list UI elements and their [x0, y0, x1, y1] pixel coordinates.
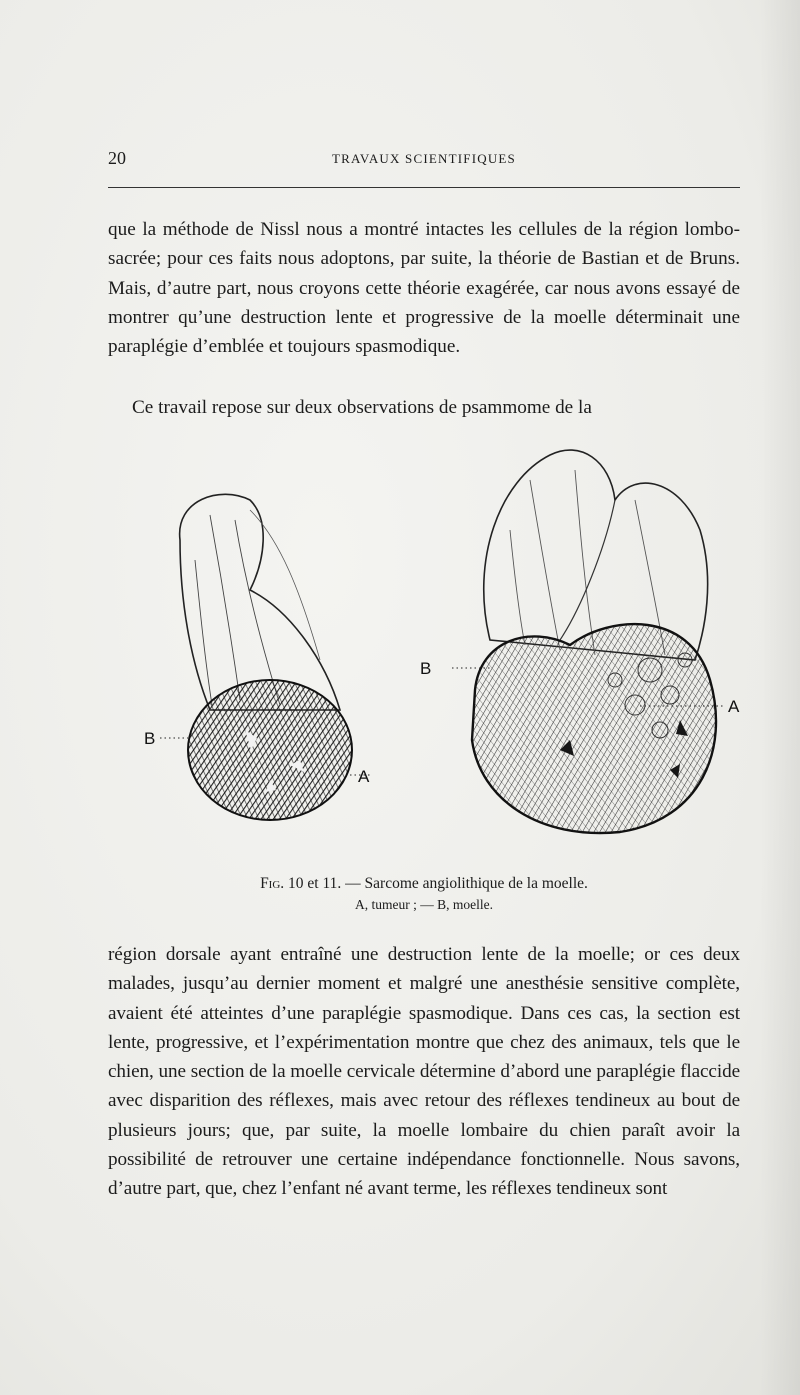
paragraph-3: région dorsale ayant entraîné une destruction lente de la moelle; or ces deux malades, jusqu’au dernier moment et malgré une anesthésie sensitive complète, avaient été atteintes d’une paraplégie spasmodique. Dans ces cas, la section est lente, progressive, et l’expérimentation montre que chez des animaux, tels que le chien, une section de la moelle cervicale détermine d’abord une paraplégie flaccide avec disparition des réflexes, mais avec retour des réflexes tendineux au bout de plusieurs jours; que, par suite, la moelle lombaire du chien paraît avoir la possibilité de retrouver une certaine indépendance fonctionnelle. Nous savons, d’autre part, que, chez l’enfant né avant terme, les réflexes tendineux sont	[108, 944, 740, 1200]
page-number: 20	[108, 148, 126, 168]
page-edge-shadow	[760, 0, 800, 1395]
paragraph-1: que la méthode de Nissl nous a montré intactes les cellules de la région lombo-sacrée; pour ces faits nous adoptons, par suite, la théorie de Bastian et de Bruns. Mais, d’autre part, nous croyons cette théorie exagérée, car nous avons essayé de montrer qu’une destruction lente et progressive de la moelle déterminait une paraplégie d’emblée et toujours spasmodique.	[108, 219, 740, 358]
spinal-cord-shape	[180, 494, 340, 710]
caption-main: 10 et 11. — Sarcome angiolithique de la moelle.	[284, 875, 588, 892]
paragraph-2-text: Ce travail repose sur deux observations de psammome de la	[132, 397, 592, 418]
caption-legend: A, tumeur ; — B, moelle.	[355, 897, 493, 912]
header-rule	[108, 187, 740, 188]
figure-11-label-a: A	[728, 697, 740, 716]
figure-11-illustration	[410, 440, 750, 840]
spinal-cord-shape	[484, 450, 708, 660]
figure-10-illustration	[144, 480, 380, 860]
caption-prefix: Fig.	[260, 875, 285, 892]
running-title: TRAVAUX SCIENTIFIQUES	[332, 151, 516, 166]
figure-11-label-b: B	[420, 659, 432, 678]
figure-caption	[108, 873, 740, 915]
page-header	[108, 148, 740, 170]
caption-title	[108, 873, 740, 895]
figure-10-label-b: B	[144, 729, 156, 748]
paragraph-2	[108, 393, 740, 422]
figure-10-label-a: A	[358, 767, 370, 786]
